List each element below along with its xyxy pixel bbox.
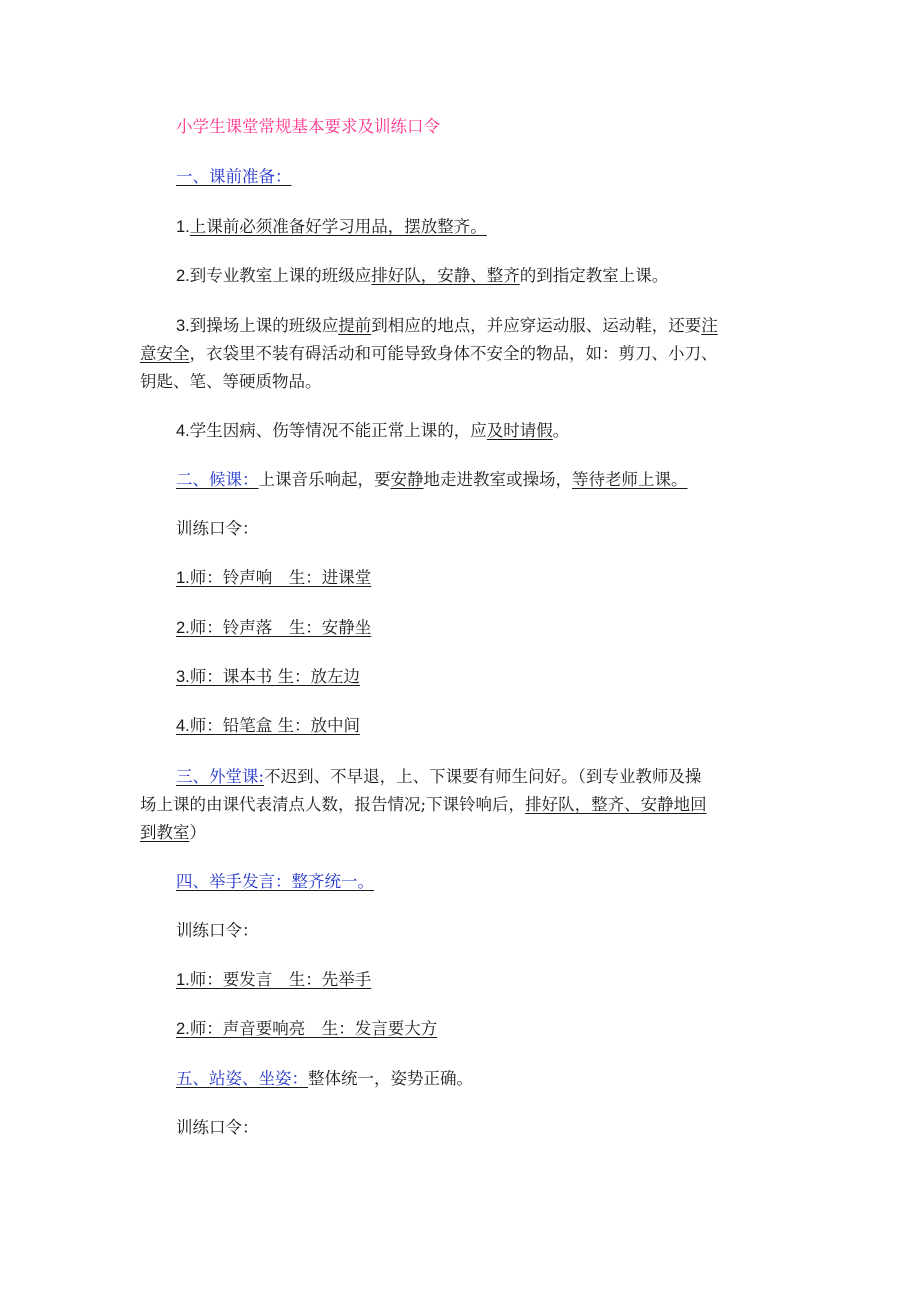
section-5	[176, 1071, 473, 1088]
section-emphasis: 安静	[390, 470, 424, 489]
item-text: ，衣袋里不装有碍活动和可能导致身体不安全的物品，如：剪刀、小刀、	[189, 344, 718, 363]
item-text: 到专业教室上课的班级应	[189, 266, 372, 285]
section-2	[176, 472, 688, 489]
item-emphasis: 及时请假	[486, 421, 553, 440]
item-emphasis: 排好队，安静、整齐	[371, 266, 520, 285]
section-text: 上课音乐响起，要	[258, 470, 391, 489]
item-emphasis: 提前	[338, 316, 372, 335]
drill-1: 1.师：要发言 生：先举手	[176, 970, 372, 989]
item-text: 学生因病、伤等情况不能正常上课的，应	[189, 421, 487, 440]
item-text: 到操场上课的班级应	[189, 316, 339, 335]
drill-4: 4.师：铅笔盒 生：放中间	[176, 716, 361, 735]
section-4-heading: 四、举手发言：整齐统一。	[176, 872, 374, 891]
item-emphasis: 意安全	[140, 344, 190, 363]
item-emphasis: 注	[701, 316, 718, 335]
section-text: ）	[189, 823, 206, 842]
s1-item-3-line-3: 钥匙、笔、等硬质物品。	[140, 372, 322, 391]
item-number: 1.	[176, 218, 190, 236]
drill-label: 训练口令：	[176, 921, 259, 940]
document-title: 小学生课堂常规基本要求及训练口令	[176, 117, 440, 136]
section-3-heading: 三、外堂课:	[176, 767, 265, 786]
item-number: 2.	[176, 267, 190, 285]
item-text: 到相应的地点，并应穿运动服、运动鞋，还要	[371, 316, 702, 335]
item-text: 上课前必须准备好学习用品，摆放整齐。	[189, 217, 487, 236]
section-3-line-2	[140, 797, 707, 814]
item-text: 。	[552, 421, 570, 440]
s1-item-2	[176, 268, 668, 285]
drill-1: 1.师：铃声响 生：进课堂	[176, 568, 372, 587]
section-text: 不迟到、不早退，上、下课要有师生问好。（到专业教师及操	[264, 767, 702, 786]
section-text: 地走进教室或操场，	[423, 470, 572, 489]
section-text: 场上课的由课代表清点人数，报告情况;下课铃响后，	[140, 795, 526, 814]
section-emphasis: 排好队，整齐、安静地回	[525, 795, 707, 814]
item-number: 3.	[176, 317, 190, 335]
drill-label: 训练口令：	[176, 519, 259, 538]
s1-item-1	[176, 219, 487, 236]
s1-item-4	[176, 423, 569, 440]
section-3-line-3	[140, 825, 206, 842]
section-2-heading: 二、候课：	[176, 470, 259, 489]
section-emphasis: 等待老师上课。	[572, 470, 688, 489]
section-text: 整体统一，姿势正确。	[308, 1069, 473, 1088]
section-3-line-1	[176, 769, 701, 786]
item-number: 4.	[176, 422, 190, 440]
drill-2: 2.师：铃声落 生：安静坐	[176, 618, 372, 637]
section-5-heading: 五、站姿、坐姿：	[176, 1069, 308, 1088]
s1-item-3-line-1	[176, 318, 718, 335]
section-emphasis: 到教室	[140, 823, 190, 842]
drill-3: 3.师：课本书 生：放左边	[176, 667, 361, 686]
drill-2: 2.师：声音要响亮 生：发言要大方	[176, 1019, 438, 1038]
s1-item-3-line-2	[140, 346, 718, 363]
item-text: 的到指定教室上课。	[519, 266, 669, 285]
drill-label: 训练口令：	[176, 1118, 259, 1137]
section-1-heading: 一、课前准备：	[176, 167, 292, 186]
